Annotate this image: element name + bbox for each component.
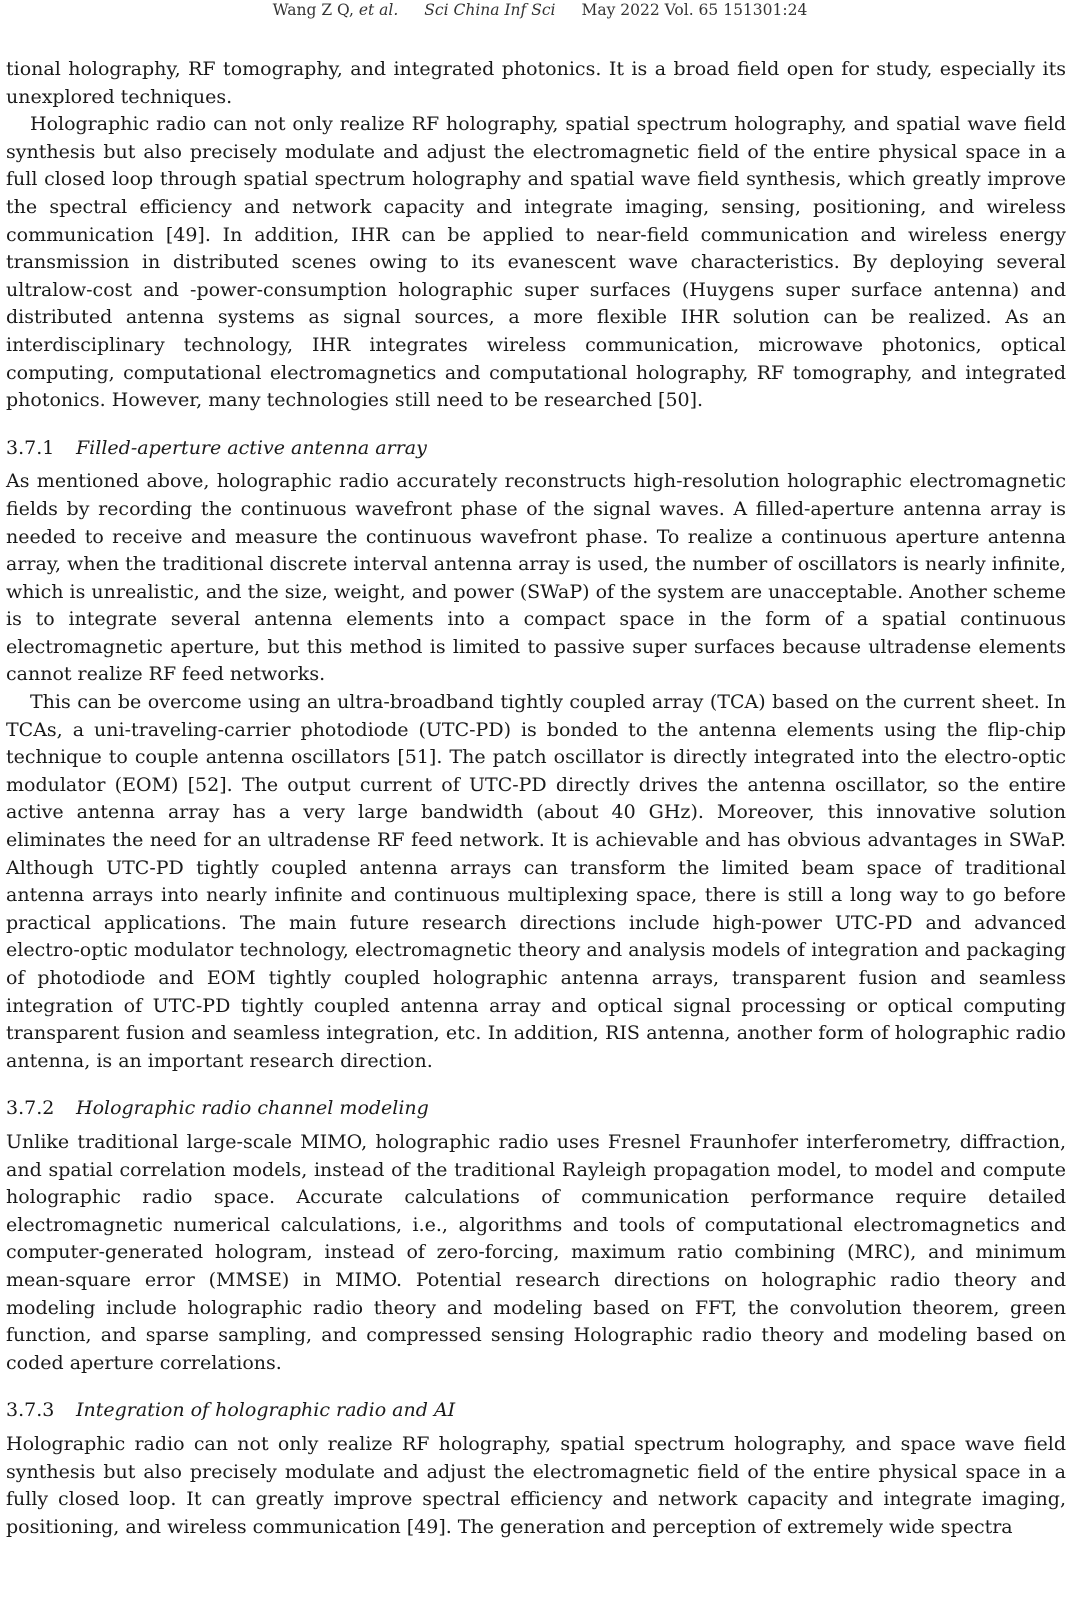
section-number: 3.7.1 bbox=[6, 436, 55, 459]
section-heading-3-7-3 bbox=[6, 1397, 1066, 1425]
section-heading-3-7-1 bbox=[6, 435, 1066, 463]
paragraph-ai-integration: Holographic radio can not only realize RF holography, spatial spectrum holography, and space wave field synthesis but also precisely modulate and adjust the electromagnetic field of the entire physical space in a fully closed loop. It can greatly improve spectral efficiency and network capacity and integrate imaging, positioning, and wireless communication [49]. The generation and perception of extremely wide spectra bbox=[6, 1432, 1066, 1538]
header-journal: Sci China Inf Sci bbox=[424, 1, 556, 19]
section-title: Filled-aperture active antenna array bbox=[76, 436, 427, 459]
paragraph-tca: This can be overcome using an ultra-broadband tightly coupled array (TCA) based on the current sheet. In TCAs, a uni-traveling-carrier photodiode (UTC-PD) is bonded to the antenna elements using the flip-chip technique to couple antenna oscillators [51]. The patch oscillator is directly integrated into the electro-optic modulator (EOM) [52]. The output current of UTC-PD directly drives the antenna oscillator, so the entire active antenna array has a very large bandwidth (about 40 GHz). Moreover, this innovative solution eliminates the need for an ultradense RF feed network. It is achievable and has obvious advantages in SWaP. Although UTC-PD tightly coupled antenna arrays can transform the limited beam space of traditional antenna arrays into nearly infinite and continuous multiplexing space, there is still a long way to go before practical applications. The main future research directions include high-power UTC-PD and advanced electro-optic modulator technology, electromagnetic theory and analysis models of integration and packaging of photodiode and EOM tightly coupled holographic antenna arrays, transparent fusion and seamless integration of UTC-PD tightly coupled antenna array and optical signal processing or optical computing transparent fusion and seamless integration, etc. In addition, RIS antenna, another form of holographic radio antenna, is an important research direction. bbox=[6, 691, 1066, 1072]
page-body bbox=[6, 56, 1066, 1541]
header-authors: Wang Z Q, bbox=[272, 1, 354, 19]
section-number: 3.7.2 bbox=[6, 1097, 55, 1120]
header-et-al: et al. bbox=[358, 1, 399, 19]
section-title: Integration of holographic radio and AI bbox=[76, 1399, 456, 1422]
paragraph-filled-aperture: As mentioned above, holographic radio accurately reconstructs high-resolution holographic electromagnetic fields by recording the continuous wavefront phase of the signal waves. A filled-aperture antenna array is needed to receive and measure the continuous wavefront phase. To realize a continuous aperture antenna array, when the traditional discrete interval antenna array is used, the number of oscillators is nearly infinite, which is unrealistic, and the size, weight, and power (SWaP) of the system are unacceptable. Another scheme is to integrate several antenna elements into a compact space in the form of a spatial continuous electromagnetic aperture, but this method is limited to passive super surfaces because ultradense elements cannot realize RF feed networks. bbox=[6, 470, 1066, 686]
paragraph-channel-modeling: Unlike traditional large-scale MIMO, holographic radio uses Fresnel Fraunhofer interferometry, diffraction, and spatial correlation models, instead of the traditional Rayleigh propagation model, to model and compute holographic radio space. Accurate calculations of communication performance require detailed electromagnetic numerical calculations, i.e., algorithms and tools of computational electromagnetics and computer-generated hologram, instead of zero-forcing, maximum ratio combining (MRC), and minimum mean-square error (MMSE) in MIMO. Potential research directions on holographic radio theory and modeling include holographic radio theory and modeling based on FFT, the convolution theorem, green function, and sparse sampling, and compressed sensing Holographic radio theory and modeling based on coded aperture correlations. bbox=[6, 1130, 1066, 1374]
section-title: Holographic radio channel modeling bbox=[76, 1097, 429, 1120]
header-issue: May 2022 Vol. 65 151301:24 bbox=[581, 1, 808, 19]
running-header bbox=[0, 0, 1080, 22]
paragraph-holographic-radio: Holographic radio can not only realize RF holography, spatial spectrum holography, and spatial wave field synthesis but also precisely modulate and adjust the electromagnetic field of the entire physical space in a full closed loop through spatial spectrum holography and spatial wave field synthesis, which greatly improve the spectral efficiency and network capacity and integrate imaging, sensing, positioning, and wireless communication [49]. In addition, IHR can be applied to near-field communication and wireless energy transmission in distributed scenes owing to its evanescent wave characteristics. By deploying several ultralow-cost and -power-consumption holographic super surfaces (Huygens super surface antenna) and distributed antenna systems as signal sources, a more flexible IHR solution can be realized. As an interdisciplinary technology, IHR integrates wireless communication, microwave photonics, optical computing, computational electromagnetics and computational holography, RF tomography, and integrated photonics. However, many technologies still need to be researched [50]. bbox=[6, 113, 1066, 412]
paragraph-continuation: tional holography, RF tomography, and integrated photonics. It is a broad field open for study, especially its unexplored techniques. bbox=[6, 58, 1066, 108]
section-number: 3.7.3 bbox=[6, 1399, 55, 1422]
section-heading-3-7-2 bbox=[6, 1095, 1066, 1123]
